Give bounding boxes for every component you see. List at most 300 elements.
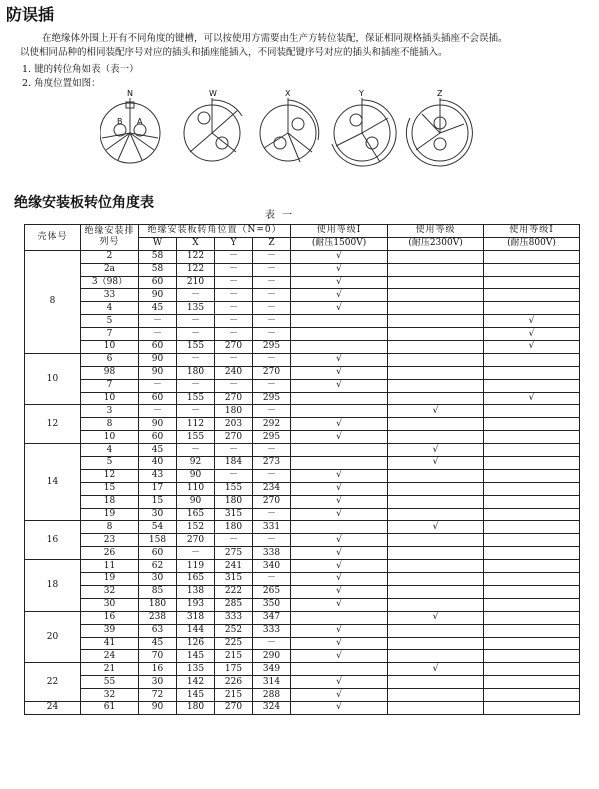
table-cell: － (215, 302, 253, 315)
table-row (25, 650, 580, 663)
table-cell: － (177, 379, 215, 392)
table-cell (484, 263, 580, 276)
table-cell: 15 (81, 482, 139, 495)
header-lv3: 使用等级I (484, 225, 580, 238)
table-row (25, 289, 580, 302)
table-row (25, 482, 580, 495)
table-cell: 62 (139, 560, 177, 573)
table-cell: － (253, 573, 291, 586)
header-y: Y (215, 237, 253, 250)
table-cell (484, 663, 580, 676)
table-cell: 7 (81, 379, 139, 392)
table-cell: － (215, 353, 253, 366)
table-cell (291, 341, 388, 354)
table-cell: 3 (81, 405, 139, 418)
header-x: X (177, 237, 215, 250)
table-cell (484, 418, 580, 431)
table-cell (388, 341, 484, 354)
rotation-angle-table (24, 224, 580, 715)
table-cell: 24 (81, 650, 139, 663)
table-cell: 333 (215, 611, 253, 624)
table-cell: 349 (253, 663, 291, 676)
table-cell (291, 392, 388, 405)
table-cell: √ (291, 469, 388, 482)
table-row (25, 250, 580, 263)
table-cell: － (253, 250, 291, 263)
keying-angle-diagram (100, 88, 500, 168)
table-cell (484, 560, 580, 573)
table-cell: 238 (139, 611, 177, 624)
table-cell: 58 (139, 250, 177, 263)
diagram-label-a: A (137, 117, 143, 126)
table-cell (291, 405, 388, 418)
table-cell: 63 (139, 624, 177, 637)
header-seq: 绝缘安装排列号 (81, 225, 139, 251)
table-cell: 45 (139, 444, 177, 457)
table-cell: √ (291, 495, 388, 508)
table-cell: 10 (81, 392, 139, 405)
table-cell: 180 (215, 521, 253, 534)
table-cell: 45 (139, 302, 177, 315)
table-row (25, 508, 580, 521)
table-cell (291, 328, 388, 341)
table-cell: 92 (177, 457, 215, 470)
list-item-1: 1. 键的转位角如表（表一） (22, 64, 139, 75)
table-cell (388, 624, 484, 637)
list-item-2: 2. 角度位置如图： (22, 78, 101, 89)
table-cell: － (253, 405, 291, 418)
table-row (25, 431, 580, 444)
table-cell: √ (291, 289, 388, 302)
table-cell: － (253, 637, 291, 650)
table-cell: 180 (177, 366, 215, 379)
table-cell: √ (291, 624, 388, 637)
table-row (25, 495, 580, 508)
table-cell: － (177, 328, 215, 341)
table-cell (291, 315, 388, 328)
table-cell: 112 (177, 418, 215, 431)
table-cell: 12 (81, 469, 139, 482)
table-cell: － (253, 263, 291, 276)
table-cell: － (177, 405, 215, 418)
table-cell: 215 (215, 650, 253, 663)
diagram-label-w: W (209, 89, 217, 98)
header-lv3-sub: (耐压800V) (484, 237, 580, 250)
table-cell: 26 (81, 547, 139, 560)
table-cell: － (253, 302, 291, 315)
table-cell: － (177, 315, 215, 328)
table-cell: 222 (215, 585, 253, 598)
diagram-label-b: B (117, 117, 123, 126)
table-cell: 19 (81, 508, 139, 521)
table-cell (484, 250, 580, 263)
table-cell (388, 289, 484, 302)
table-cell: － (139, 405, 177, 418)
table-cell: 10 (81, 431, 139, 444)
table-row (25, 598, 580, 611)
table-cell (484, 650, 580, 663)
table-cell: √ (291, 250, 388, 263)
table-cell (388, 547, 484, 560)
table-cell: 315 (215, 573, 253, 586)
table-cell: 5 (81, 457, 139, 470)
table-cell: 2a (81, 263, 139, 276)
table-cell (388, 392, 484, 405)
table-cell: 210 (177, 276, 215, 289)
table-cell: 43 (139, 469, 177, 482)
table-cell (388, 418, 484, 431)
header-shell: 壳体号 (25, 225, 81, 251)
table-cell: 295 (253, 431, 291, 444)
table-caption: 表 一 (265, 210, 295, 221)
table-cell (484, 701, 580, 714)
table-cell: 285 (215, 598, 253, 611)
table-cell: 90 (139, 418, 177, 431)
table-cell: 60 (139, 547, 177, 560)
table-row (25, 469, 580, 482)
table-cell: 292 (253, 418, 291, 431)
table-cell: 45 (139, 637, 177, 650)
table-cell: 165 (177, 573, 215, 586)
table-cell: √ (291, 547, 388, 560)
header-angle: 绝缘安装板转角位置（N=0） (139, 225, 291, 238)
table-row (25, 521, 580, 534)
table-cell: √ (291, 418, 388, 431)
table-cell: 2 (81, 250, 139, 263)
table-cell (388, 534, 484, 547)
table-cell: 295 (253, 392, 291, 405)
table-cell (484, 689, 580, 702)
shell-cell: 22 (25, 663, 81, 702)
table-cell: √ (291, 637, 388, 650)
table-cell: 138 (177, 585, 215, 598)
table-row (25, 418, 580, 431)
table-cell: － (139, 315, 177, 328)
table-cell (388, 250, 484, 263)
table-cell: － (253, 315, 291, 328)
table-row (25, 560, 580, 573)
table-cell: √ (291, 560, 388, 573)
table-row (25, 276, 580, 289)
table-cell: 30 (139, 676, 177, 689)
table-row (25, 353, 580, 366)
table-cell: － (253, 469, 291, 482)
table-cell: √ (291, 701, 388, 714)
table-cell: √ (291, 598, 388, 611)
table-cell: 152 (177, 521, 215, 534)
table-cell: 234 (253, 482, 291, 495)
table-cell: √ (291, 379, 388, 392)
table-cell: 203 (215, 418, 253, 431)
table-cell: － (253, 328, 291, 341)
table-cell: √ (388, 663, 484, 676)
table-cell: － (215, 263, 253, 276)
table-cell (484, 611, 580, 624)
table-cell: 55 (81, 676, 139, 689)
table-cell: 39 (81, 624, 139, 637)
table-cell: 155 (177, 431, 215, 444)
table-cell: 270 (215, 701, 253, 714)
table-cell (388, 328, 484, 341)
table-cell: 70 (139, 650, 177, 663)
table-cell: √ (291, 263, 388, 276)
table-cell: 15 (139, 495, 177, 508)
table-row (25, 689, 580, 702)
table-cell: － (253, 534, 291, 547)
table-cell: 270 (215, 341, 253, 354)
table-cell (388, 263, 484, 276)
table-cell: 215 (215, 689, 253, 702)
table-cell: √ (291, 276, 388, 289)
table-body (25, 250, 580, 714)
table-cell: √ (291, 534, 388, 547)
shell-cell: 20 (25, 611, 81, 663)
diagram-w (184, 98, 242, 161)
table-cell (291, 521, 388, 534)
table-cell (484, 469, 580, 482)
table-cell: 3（98） (81, 276, 139, 289)
diagram-z (406, 98, 472, 166)
table-cell (388, 353, 484, 366)
table-cell: 110 (177, 482, 215, 495)
table-row (25, 444, 580, 457)
table-cell: 60 (139, 341, 177, 354)
table-cell (388, 676, 484, 689)
table-cell: 240 (215, 366, 253, 379)
table-cell: 295 (253, 341, 291, 354)
table-cell: 142 (177, 676, 215, 689)
table-cell: 241 (215, 560, 253, 573)
table-cell: 273 (253, 457, 291, 470)
table-cell: 54 (139, 521, 177, 534)
table-cell: 175 (215, 663, 253, 676)
header-z: Z (253, 237, 291, 250)
table-cell: 135 (177, 663, 215, 676)
table-cell: 180 (215, 405, 253, 418)
table-cell: － (215, 534, 253, 547)
table-cell: － (253, 289, 291, 302)
table-cell: 19 (81, 573, 139, 586)
shell-cell: 10 (25, 353, 81, 405)
table-cell: 145 (177, 650, 215, 663)
table-cell: 340 (253, 560, 291, 573)
table-cell: － (139, 328, 177, 341)
table-cell: 98 (81, 366, 139, 379)
table-cell: 180 (139, 598, 177, 611)
table-cell: － (215, 250, 253, 263)
table-cell: 184 (215, 457, 253, 470)
table-cell: － (215, 444, 253, 457)
table-cell: √ (291, 508, 388, 521)
shell-cell: 8 (25, 250, 81, 353)
table-cell (388, 431, 484, 444)
table-cell: 122 (177, 250, 215, 263)
table-cell: √ (291, 302, 388, 315)
table-cell (291, 444, 388, 457)
table-cell: 338 (253, 547, 291, 560)
table-cell: √ (291, 650, 388, 663)
table-cell (388, 379, 484, 392)
table-cell: 144 (177, 624, 215, 637)
table-row (25, 392, 580, 405)
table-cell: 90 (177, 469, 215, 482)
table-cell: √ (484, 392, 580, 405)
table-cell (388, 302, 484, 315)
table-row (25, 366, 580, 379)
table-cell: － (215, 379, 253, 392)
table-cell: 90 (139, 353, 177, 366)
table-cell: 8 (81, 418, 139, 431)
table-cell (388, 689, 484, 702)
table-cell (484, 405, 580, 418)
table-cell: 72 (139, 689, 177, 702)
table-cell (388, 276, 484, 289)
table-row (25, 573, 580, 586)
table-cell (484, 624, 580, 637)
table-cell: － (253, 353, 291, 366)
table-cell (484, 276, 580, 289)
table-cell (388, 637, 484, 650)
table-cell: － (177, 353, 215, 366)
table-cell: 30 (139, 508, 177, 521)
table-cell (484, 585, 580, 598)
table-cell: 60 (139, 276, 177, 289)
shell-cell: 16 (25, 521, 81, 560)
table-cell: 288 (253, 689, 291, 702)
table-cell: 314 (253, 676, 291, 689)
table-row (25, 637, 580, 650)
table-cell: － (215, 469, 253, 482)
table-cell (388, 573, 484, 586)
table-cell (484, 444, 580, 457)
table-cell: 16 (81, 611, 139, 624)
table-cell (291, 663, 388, 676)
table-cell: 350 (253, 598, 291, 611)
table-cell: 155 (177, 341, 215, 354)
table-cell: 126 (177, 637, 215, 650)
table-cell: √ (388, 521, 484, 534)
table-cell: √ (291, 353, 388, 366)
table-cell (388, 585, 484, 598)
table-cell: 119 (177, 560, 215, 573)
table-cell: 32 (81, 689, 139, 702)
table-row (25, 624, 580, 637)
table-cell: 290 (253, 650, 291, 663)
table-cell: 18 (81, 495, 139, 508)
shell-cell: 14 (25, 444, 81, 521)
table-cell (484, 573, 580, 586)
table-cell: 30 (81, 598, 139, 611)
table-cell: － (177, 289, 215, 302)
table-cell: 270 (215, 431, 253, 444)
table-cell: 90 (139, 289, 177, 302)
table-row (25, 547, 580, 560)
table-cell (388, 482, 484, 495)
table-cell: 135 (177, 302, 215, 315)
table-row (25, 405, 580, 418)
table-cell: 11 (81, 560, 139, 573)
table-cell: 40 (139, 457, 177, 470)
table-cell (484, 302, 580, 315)
table-cell: 270 (253, 495, 291, 508)
table-cell: 333 (253, 624, 291, 637)
table-cell: 16 (139, 663, 177, 676)
table-cell: － (215, 328, 253, 341)
table-cell (291, 611, 388, 624)
table-cell (388, 560, 484, 573)
table-cell: 180 (177, 701, 215, 714)
table-cell: 23 (81, 534, 139, 547)
table-cell: 7 (81, 328, 139, 341)
table-cell: 30 (139, 573, 177, 586)
table-cell: √ (291, 366, 388, 379)
table-cell (484, 521, 580, 534)
table-cell: － (253, 444, 291, 457)
table-row (25, 663, 580, 676)
table-cell: 122 (177, 263, 215, 276)
intro-line-1: 在绝缘体外围上开有不同角度的键槽，可以按使用方需要由生产方转位装配，保证相同规格插头插座不会误插。 (42, 33, 508, 44)
table-cell: 347 (253, 611, 291, 624)
diagram-x (260, 98, 319, 162)
table-row (25, 611, 580, 624)
table-cell (484, 366, 580, 379)
table-cell: 17 (139, 482, 177, 495)
table-cell: √ (291, 585, 388, 598)
table-cell: 4 (81, 302, 139, 315)
table-cell (484, 508, 580, 521)
table-cell: 33 (81, 289, 139, 302)
table-cell: － (177, 547, 215, 560)
table-cell: － (215, 289, 253, 302)
table-cell: 315 (215, 508, 253, 521)
table-cell: √ (388, 405, 484, 418)
table-cell: 270 (177, 534, 215, 547)
table-cell: 270 (215, 392, 253, 405)
diagram-label-n: N (127, 89, 133, 98)
shell-cell: 18 (25, 560, 81, 612)
table-cell: 265 (253, 585, 291, 598)
table-row (25, 328, 580, 341)
table-cell: √ (484, 315, 580, 328)
table-cell: 60 (139, 431, 177, 444)
table-cell: 225 (215, 637, 253, 650)
table-cell: 324 (253, 701, 291, 714)
table-cell (484, 482, 580, 495)
table-cell: 4 (81, 444, 139, 457)
header-lv1: 使用等级I (291, 225, 388, 238)
table-cell: 270 (253, 366, 291, 379)
table-cell: 90 (139, 366, 177, 379)
table-row (25, 676, 580, 689)
table-cell: 193 (177, 598, 215, 611)
table-cell: √ (291, 689, 388, 702)
header-lv2-sub: (耐压2300V) (388, 237, 484, 250)
table-cell: 318 (177, 611, 215, 624)
table-cell: 165 (177, 508, 215, 521)
table-cell: 10 (81, 341, 139, 354)
table-cell: 145 (177, 689, 215, 702)
diagram-label-x: X (285, 89, 291, 98)
table-cell (388, 598, 484, 611)
table-cell: 275 (215, 547, 253, 560)
table-cell (388, 508, 484, 521)
table-cell: 8 (81, 521, 139, 534)
table-row (25, 379, 580, 392)
shell-cell: 12 (25, 405, 81, 444)
table-cell: － (253, 276, 291, 289)
table-cell: 41 (81, 637, 139, 650)
table-cell: 180 (215, 495, 253, 508)
